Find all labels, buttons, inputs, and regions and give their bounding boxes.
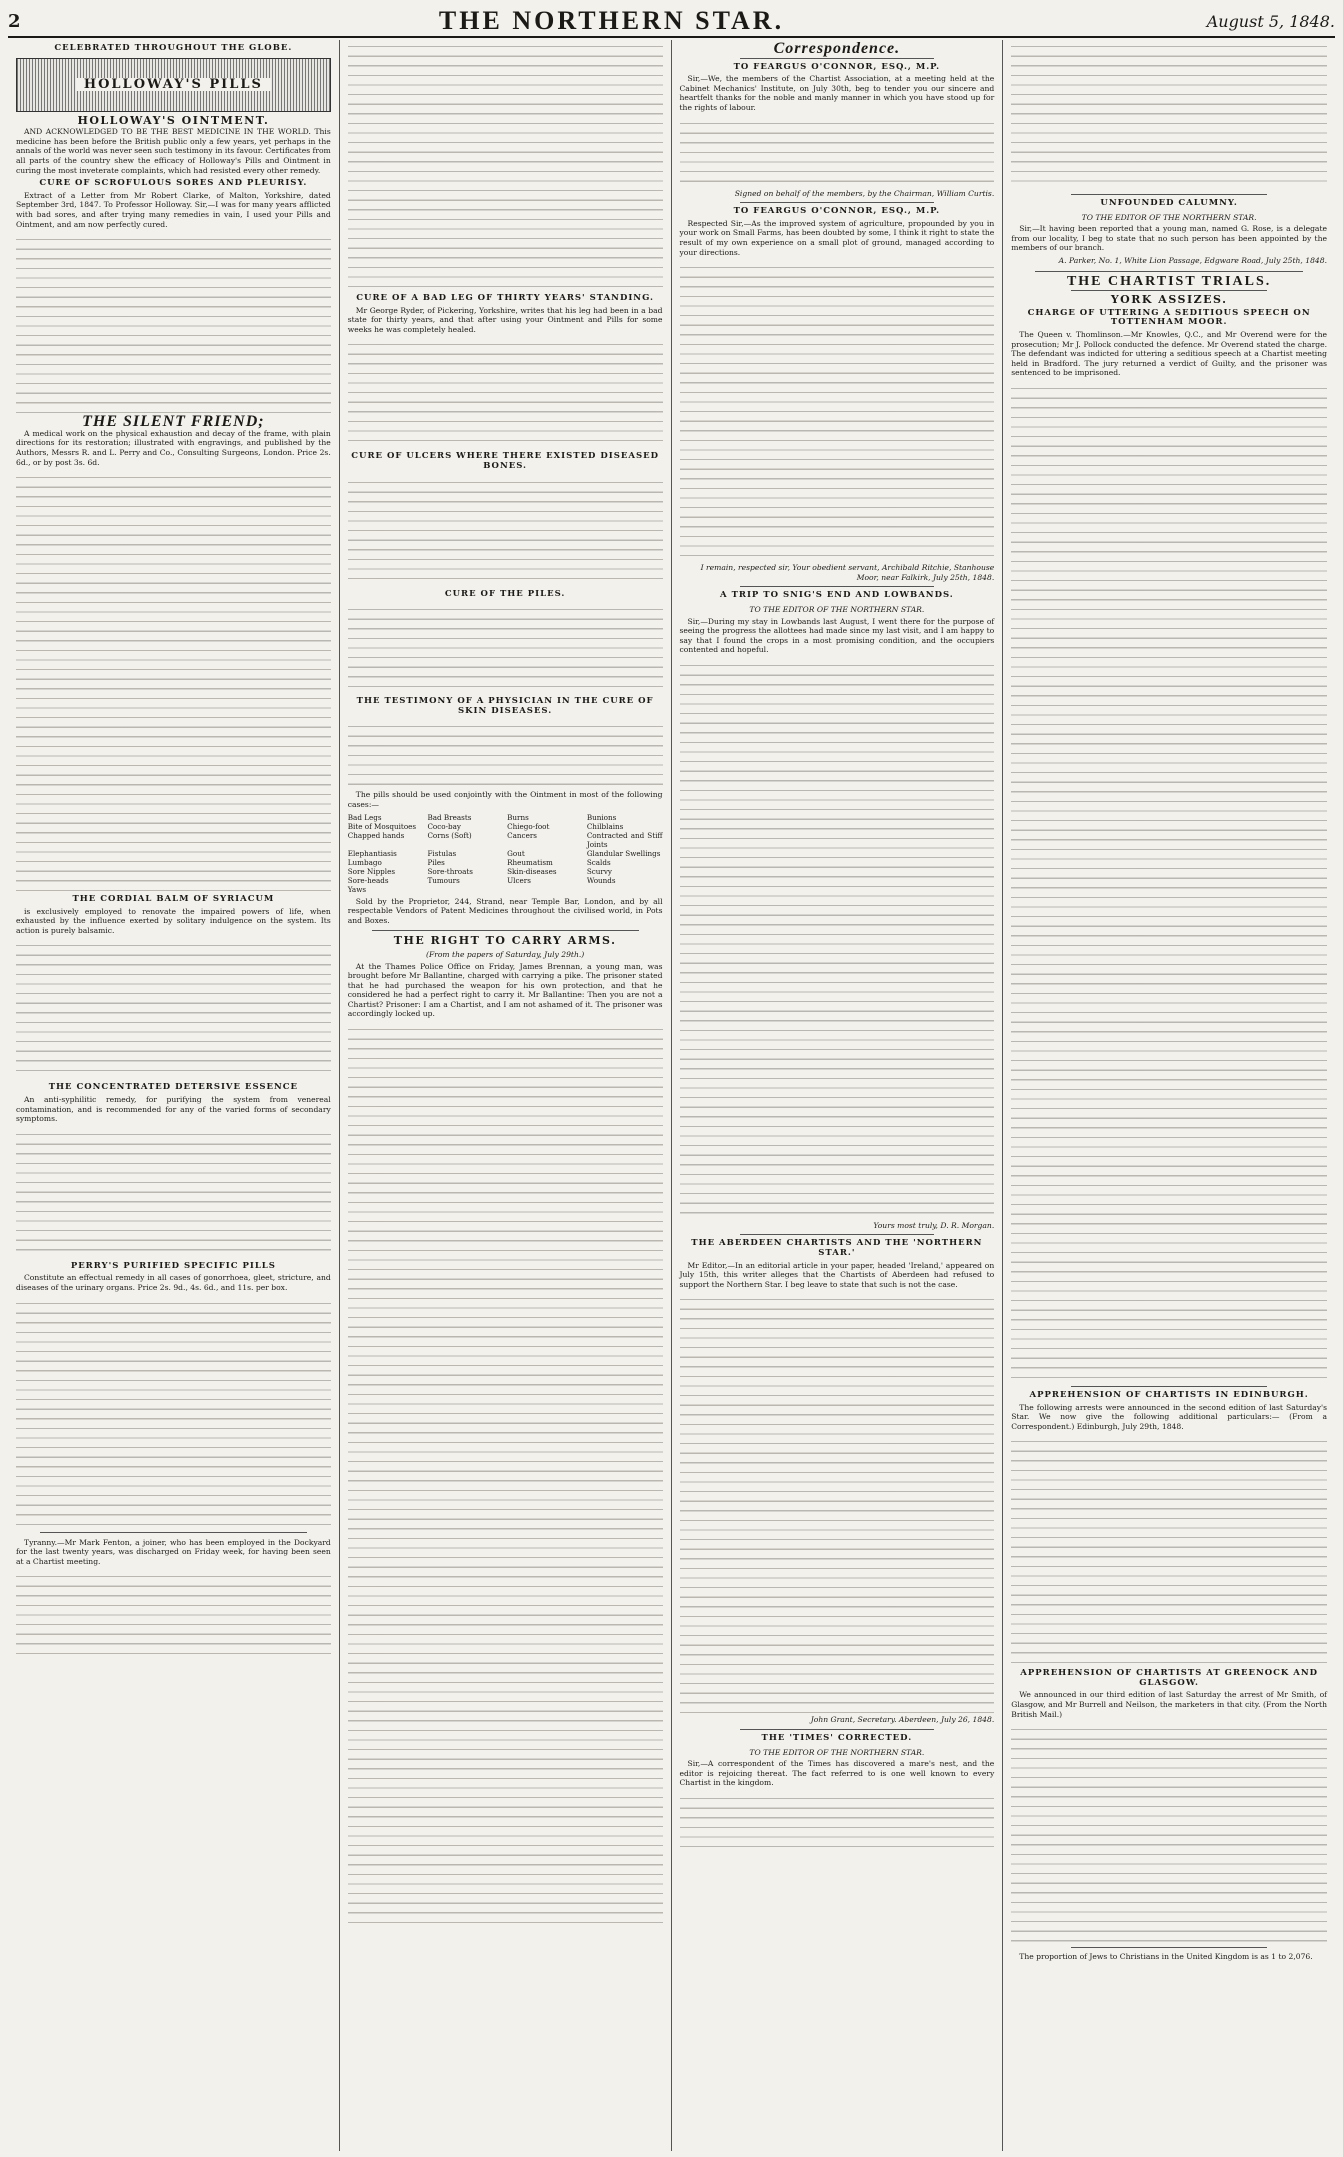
aberdeen-chartists-body: Mr Editor,—In an editorial article in your paper, headed 'Ireland,' appeared on July 15th, this writer alleges that the Chartists of Aberdeen had refused to support the Northern Star. I beg leave to state that such is not the case. <box>679 1260 995 1289</box>
tyranny-text-block <box>16 1570 331 1660</box>
masthead <box>8 6 1335 38</box>
bad-leg-cure-body: Mr George Ryder, of Pickering, Yorkshire, writes that his leg had been in a bad state for thirty years, and that after using your Ointment and Pills for some weeks he was completely healed. <box>347 305 663 334</box>
times-corrected-heading: THE 'TIMES' CORRECTED. <box>761 1733 913 1744</box>
column-1-rule <box>40 1532 307 1533</box>
correspondence-rule <box>740 58 935 59</box>
ointment-body: AND ACKNOWLEDGED TO BE THE BEST MEDICINE IN THE WORLD. This medicine has been before the British public only a few years, yet perhaps in the annals of the world was never seen such testimony in its favour. Certificates from all parts of the country shew the efficacy of Holloway's Pills and Ointment in curing the most inveterate complaints, which had resisted every other remedy. <box>16 127 331 175</box>
york-assizes-heading: YORK ASSIZES. <box>1110 293 1228 307</box>
scrofula-cure-heading: CURE OF SCROFULOUS SORES AND PLEURISY. <box>39 178 308 189</box>
list-item: Bad Breasts <box>427 812 472 822</box>
piles-cure-heading: CURE OF THE PILES. <box>444 588 566 599</box>
greenock-apprehension-body: We announced in our third edition of last Saturday the arrest of Mr Smith, of Glasgow, and Mr Burrell and Neilson, the marketers in that city. (From the North British Mail.) <box>1011 1690 1327 1719</box>
letter-2-body: Respected Sir,—As the improved system of agriculture, propounded by you in your work on Small Farms, has been doubted by some, I think it right to state the result of my own experience on a small plot of ground, managed according to your directions. <box>679 218 995 257</box>
perry-pills-body: Constitute an effectual remedy in all cases of gonorrhoea, gleet, stricture, and diseases of the urinary organs. Price 2s. 9d., 4s. 6d., and 11s. per box. <box>16 1273 331 1293</box>
aberdeen-chartists-heading: THE ABERDEEN CHARTISTS AND THE 'NORTHERN STAR.' <box>691 1238 983 1259</box>
unfounded-calumny-body: Sir,—It having been reported that a young man, named G. Rose, is a delegate from our locality, I beg to state that no such person has been appointed by the members of our branch. <box>1011 224 1327 253</box>
column-4-opening-text-block <box>1011 40 1327 190</box>
letter-1-text-block <box>680 117 995 187</box>
trials-end-rule <box>1071 1386 1267 1387</box>
snigs-end-trip-signature: Yours most truly, D. R. Morgan. <box>873 1220 995 1230</box>
detersive-essence-body: An anti-syphilitic remedy, for purifying the system from venereal contamination, and is recommended for any of the varied forms of secondary symptoms. <box>16 1095 331 1124</box>
list-item: Yaws <box>347 884 367 894</box>
physician-testimony-heading: THE TESTIMONY OF A PHYSICIAN IN THE CURE OF SKIN DISEASES. <box>356 696 654 716</box>
column-3 <box>672 40 1004 2151</box>
cordial-balm-body: is exclusively employed to renovate the impaired powers of life, when exhausted by the influence exerted by solitary indulgence on the system. Its action is purely balsamic. <box>16 906 331 935</box>
sold-by-notice: Sold by the Proprietor, 244, Strand, near Temple Bar, London, and by all respectable Vendors of Patent Medicines throughout the civilised world, in Pots and Boxes. <box>347 896 663 925</box>
right-to-carry-arms-text-block <box>348 1023 663 1923</box>
list-item: Sore Nipples <box>347 866 396 876</box>
ointment-heading: HOLLOWAY'S OINTMENT. <box>77 113 270 127</box>
list-item: Lumbago <box>347 857 382 867</box>
trials-rule <box>1035 271 1303 272</box>
silent-friend-body: A medical work on the physical exhaustion and decay of the frame, with plain directions for its restoration; illustrated with engravings, and published by the Authors, Messrs R. and L. Perry and Co., Consulting Surgeons, London. Price 2s. 6d., or by post 3s. 6d. <box>16 428 331 467</box>
ulcers-text-block <box>348 476 663 586</box>
pills-usage-note: The pills should be used conjointly with the Ointment in most of the following cases:— <box>347 790 663 809</box>
letter-1-rule <box>740 202 935 203</box>
letter-2-text-block <box>680 261 995 561</box>
page-columns <box>8 40 1335 2151</box>
unfounded-calumny-heading: UNFOUNDED CALUMNY. <box>1100 198 1238 208</box>
greenock-apprehension-text-block <box>1011 1723 1327 1943</box>
list-item: Chiego-foot <box>507 821 550 831</box>
right-to-carry-arms-source: (From the papers of Saturday, July 29th.) <box>426 949 585 959</box>
column-4-top-rule <box>1071 194 1267 195</box>
page-number: 2 <box>8 10 21 32</box>
perry-pills-text-block <box>16 1297 331 1527</box>
right-to-carry-arms-body: At the Thames Police Office on Friday, James Brennan, a young man, was brought before Mr Ballantine, charged with carrying a pike. The prisoner stated that he had purchased the weapon for his own protection, and that he considered he had a perfect right to carry it. Mr Ballantine: Then you are not a Chartist? Prisoner: I am a Chartist, and I am not ashamed of it. The prisoner was accordingly locked up. <box>347 961 663 1019</box>
list-item: Chilblains <box>586 821 624 831</box>
list-item: Chapped hands <box>347 830 405 840</box>
unfounded-calumny-addressee: TO THE EDITOR OF THE NORTHERN STAR. <box>1081 212 1257 222</box>
list-item: Bite of Mosquitoes <box>347 821 417 831</box>
holloway-pills-banner-text: HOLLOWAY'S PILLS <box>76 78 271 92</box>
list-item: Burns <box>507 812 529 822</box>
list-item: Bad Legs <box>347 812 382 822</box>
column-1-kicker: CELEBRATED THROUGHOUT THE GLOBE. <box>54 43 293 53</box>
tyranny-paragraph: Tyranny.—Mr Mark Fenton, a joiner, who has been employed in the Dockyard for the last twenty years, was discharged on Friday week, for having been seen at a Chartist meeting. <box>16 1537 331 1566</box>
detersive-essence-heading: THE CONCENTRATED DETERSIVE ESSENCE <box>48 1082 299 1093</box>
scrofula-cure-body: Extract of a Letter from Mr Robert Clarke, of Malton, Yorkshire, dated September 3rd, 1847. To Professor Holloway. Sir,—I was for many years afflicted with bad sores, and after trying many remedies in vain, I used your Pills and Ointment, and am now perfectly cured. <box>16 190 331 229</box>
list-item: Tumours <box>427 875 460 885</box>
list-item: Glandular Swellings <box>586 848 661 858</box>
column-2-rule <box>372 930 639 931</box>
holloway-pills-advert-image <box>16 58 331 112</box>
advert-text-block <box>16 233 331 413</box>
letter-1-addressee: TO FEARGUS O'CONNOR, ESQ., M.P. <box>733 61 941 72</box>
ulcers-cure-heading: CURE OF ULCERS WHERE THERE EXISTED DISEASED BONES. <box>351 451 659 471</box>
bad-leg-text-block <box>348 338 663 448</box>
chartist-trials-heading: THE CHARTIST TRIALS. <box>1066 273 1272 289</box>
list-item: Scurvy <box>586 866 612 876</box>
edinburgh-apprehension-heading: APPREHENSION OF CHARTISTS IN EDINBURGH. <box>1029 1389 1309 1400</box>
list-item: Rheumatism <box>507 857 553 867</box>
list-item: Cancers <box>507 830 537 840</box>
greenock-apprehension-heading: APPREHENSION OF CHARTISTS AT GREENOCK AND GLASGOW. <box>1020 1668 1318 1688</box>
perry-pills-heading: PERRY'S PURIFIED SPECIFIC PILLS <box>70 1260 276 1271</box>
detersive-essence-text-block <box>16 1128 331 1258</box>
edinburgh-apprehension-body: The following arrests were announced in the second edition of last Saturday's Star. We now give the following additional particulars:— (From a Correspondent.) Edinburgh, July 29th, 1848. <box>1011 1402 1327 1431</box>
snigs-end-trip-body: Sir,—During my stay in Lowbands last August, I went there for the purpose of seeing the progress the allottees had made since my last visit, and I am happy to say that I found the crops in a most promising condition, and the occupiers contented and hopeful. <box>679 616 995 655</box>
letter-2-signature: I remain, respected sir, Your obedient servant, Archibald Ritchie, Stanhouse Moor, near Falkirk, July 25th, 1848. <box>700 563 995 582</box>
letter-2-addressee: TO FEARGUS O'CONNOR, ESQ., M.P. <box>733 206 941 217</box>
list-item: Sore-heads <box>347 875 389 885</box>
letter-1-signature: Signed on behalf of the members, by the Chairman, William Curtis. <box>734 188 995 198</box>
list-item: Gout <box>507 848 525 858</box>
correspondence-heading: Correspondence. <box>773 40 901 57</box>
letter-1-body: Sir,—We, the members of the Chartist Association, at a meeting held at the Cabinet Mechanics' Institute, on July 30th, beg to tender you our sincere and heartfelt thanks for the noble and manly manner in which you have stood up for the rights of labour. <box>679 74 995 112</box>
seditious-speech-charge-heading: CHARGE OF UTTERING A SEDITIOUS SPEECH ON TOTTENHAM MOOR. <box>1027 307 1311 328</box>
silent-friend-text-block <box>16 471 331 891</box>
cordial-balm-text-block <box>16 939 331 1079</box>
diseases-list <box>348 813 663 894</box>
list-item: Piles <box>427 857 445 867</box>
silent-friend-heading: THE SILENT FRIEND; <box>82 413 265 431</box>
trials-sub-rule <box>1071 290 1267 291</box>
times-corrected-addressee: TO THE EDITOR OF THE NORTHERN STAR. <box>749 1747 925 1757</box>
column-2 <box>340 40 672 2151</box>
unfounded-calumny-signature: A. Parker, No. 1, White Lion Passage, Edgware Road, July 25th, 1848. <box>1058 255 1327 265</box>
times-corrected-body: Sir,—A correspondent of the Times has discovered a mare's nest, and the editor is rejoicing thereat. The fact referred to is one well known to every Chartist in the kingdom. <box>679 1759 995 1788</box>
list-item: Contracted and Stiff Joints <box>586 830 663 849</box>
list-item: Scalds <box>586 857 611 867</box>
list-item: Elephantiasis <box>347 848 397 858</box>
cordial-balm-heading: THE CORDIAL BALM OF SYRIACUM <box>72 894 275 905</box>
times-corrected-text-block <box>680 1792 995 1852</box>
list-item: Fistulas <box>427 848 457 858</box>
column-1 <box>8 40 340 2151</box>
trip-rule <box>740 1234 935 1235</box>
newspaper-title: THE NORTHERN STAR. <box>438 6 785 35</box>
column-4 <box>1003 40 1335 2151</box>
jews-christians-paragraph: The proportion of Jews to Christians in the United Kingdom is as 1 to 2,076. <box>1019 1952 1313 1962</box>
list-item: Skin-diseases <box>507 866 557 876</box>
list-item: Ulcers <box>507 875 531 885</box>
list-item: Coco-bay <box>427 821 461 831</box>
issue-date: August 5, 1848. <box>1206 11 1335 31</box>
column-4-bottom-rule <box>1071 1947 1267 1948</box>
chartist-trials-body: The Queen v. Thomlinson.—Mr Knowles, Q.C., and Mr Overend were for the prosecution; Mr J. Pollock conducted the defence. Mr Overend stated the charge. The defendant was indicted for uttering a seditious speech at a Chartist meeting held in Bradford. The jury returned a verdict of Guilty, and the prisoner was sentenced to be imprisoned. <box>1011 329 1327 378</box>
holloway-testimonials-text-block <box>348 40 663 290</box>
bad-leg-cure-heading: CURE OF A BAD LEG OF THIRTY YEARS' STANDING. <box>356 293 654 303</box>
snigs-end-trip-heading: A TRIP TO SNIG'S END AND LOWBANDS. <box>720 590 954 601</box>
aberdeen-chartists-signature: John Grant, Secretary. Aberdeen, July 26, 1848. <box>810 1715 995 1725</box>
aberdeen-chartists-text-block <box>680 1293 995 1713</box>
edinburgh-apprehension-text-block <box>1011 1435 1327 1665</box>
snigs-end-trip-addressee: TO THE EDITOR OF THE NORTHERN STAR. <box>749 604 925 614</box>
list-item: Corns (Soft) <box>427 830 472 840</box>
chartist-trials-text-block <box>1011 382 1327 1382</box>
physician-testimony-text-block <box>348 720 663 790</box>
aberdeen-rule <box>740 1729 935 1730</box>
right-to-carry-arms-heading: THE RIGHT TO CARRY ARMS. <box>393 934 617 948</box>
list-item: Wounds <box>586 875 616 885</box>
letter-2-rule <box>740 586 935 587</box>
snigs-end-trip-text-block <box>680 659 995 1219</box>
list-item: Bunions <box>586 812 617 822</box>
piles-text-block <box>348 603 663 693</box>
list-item: Sore-throats <box>427 866 473 876</box>
